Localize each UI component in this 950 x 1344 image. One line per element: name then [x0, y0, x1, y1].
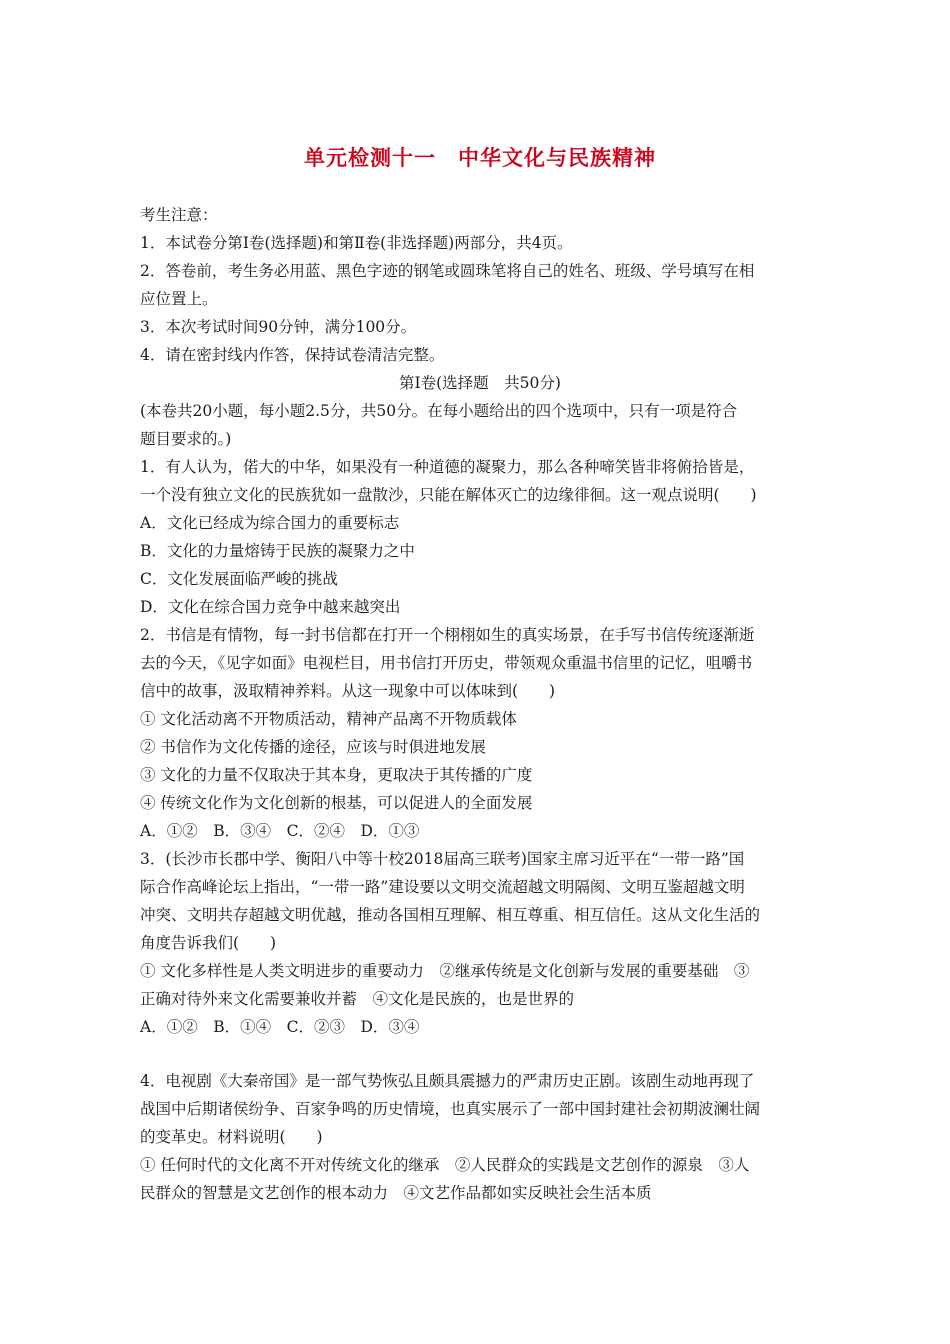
question-1-option: C．文化发展面临严峻的挑战 [140, 570, 338, 588]
question-1-option: D．文化在综合国力竞争中越来越突出 [140, 598, 401, 616]
question-1-option: B．文化的力量熔铸于民族的凝聚力之中 [140, 542, 415, 560]
question-4-stem: 的变革史。材料说明( ) [140, 1128, 323, 1146]
notice-item: 3．本次考试时间90分钟，满分100分。 [140, 318, 417, 336]
question-2-option: ② 书信作为文化传播的途径，应该与时俱进地发展 [140, 738, 486, 756]
question-4-stem: 战国中后期诸侯纷争、百家争鸣的历史情境，也真实展示了一部中国封建社会初期波澜壮阔 [140, 1100, 761, 1118]
question-4-option: 民群众的智慧是文艺创作的根本动力 ④文艺作品都如实反映社会生活本质 [140, 1184, 652, 1202]
question-1-stem: 一个没有独立文化的民族犹如一盘散沙，只能在解体灭亡的边缘徘徊。这一观点说明( ) [140, 486, 757, 504]
question-2-option: ④ 传统文化作为文化创新的根基，可以促进人的全面发展 [140, 794, 533, 812]
section-heading: 第Ⅰ卷(选择题 共50分) [399, 374, 561, 392]
question-2-option: ③ 文化的力量不仅取决于其本身，更取决于其传播的广度 [140, 766, 533, 784]
notice-item: 1．本试卷分第Ⅰ卷(选择题)和第Ⅱ卷(非选择题)两部分，共4页。 [140, 234, 573, 252]
section-instructions: 题目要求的。) [140, 430, 232, 448]
page-title: 单元检测十一 中华文化与民族精神 [304, 145, 656, 170]
question-4-option: ① 任何时代的文化离不开对传统文化的继承 ②人民群众的实践是文艺创作的源泉 ③人 [140, 1156, 750, 1174]
question-2-stem: 去的今天，《见字如面》电视栏目，用书信打开历史，带领观众重温书信里的记忆，咀嚼书 [140, 654, 753, 672]
question-1-stem: 1．有人认为，偌大的中华，如果没有一种道德的凝聚力，那么各种啼笑皆非将俯拾皆是， [140, 458, 755, 476]
notice-heading: 考生注意： [140, 206, 218, 224]
question-3-option: ① 文化多样性是人类文明进步的重要动力 ②继承传统是文化创新与发展的重要基础 ③ [140, 962, 750, 980]
notice-item: 2．答卷前，考生务必用蓝、黑色字迹的钢笔或圆珠笔将自己的姓名、班级、学号填写在相 [140, 262, 755, 280]
question-3-option: 正确对待外来文化需要兼收并蓄 ④文化是民族的，也是世界的 [140, 990, 575, 1008]
question-3-stem: 冲突、文明共存超越文明优越，推动各国相互理解、相互尊重、相互信任。这从文化生活的 [140, 906, 761, 924]
notice-item: 应位置上。 [140, 290, 218, 308]
section-instructions: (本卷共20小题，每小题2.5分，共50分。在每小题给出的四个选项中，只有一项是符合 [140, 402, 738, 420]
question-3-answer-choices: A．①② B．①④ C．②③ D．③④ [140, 1018, 420, 1036]
question-3-stem: 3．(长沙市长郡中学、衡阳八中等十校2018届高三联考)国家主席习近平在“一带一路”国 [140, 850, 745, 868]
question-1-option: A．文化已经成为综合国力的重要标志 [140, 514, 400, 532]
spacer [140, 1041, 820, 1067]
document-body [140, 201, 820, 1207]
question-2-stem: 2．书信是有情物，每一封书信都在打开一个栩栩如生的真实场景，在手写书信传统逐渐逝 [140, 626, 755, 644]
question-2-answer-choices: A．①② B．③④ C．②④ D．①③ [140, 822, 420, 840]
question-2-stem: 信中的故事，汲取精神养料。从这一现象中可以体味到( ) [140, 682, 556, 700]
question-2-option: ① 文化活动离不开物质活动，精神产品离不开物质载体 [140, 710, 517, 728]
notice-item: 4．请在密封线内作答，保持试卷清洁完整。 [140, 346, 445, 364]
question-4-stem: 4．电视剧《大秦帝国》是一部气势恢弘且颇具震撼力的严肃历史正剧。该剧生动地再现了 [140, 1072, 755, 1090]
question-3-stem: 际合作高峰论坛上指出，“一带一路”建设要以文明交流超越文明隔阂、文明互鉴超越文明 [140, 878, 745, 896]
question-3-stem: 角度告诉我们( ) [140, 934, 277, 952]
